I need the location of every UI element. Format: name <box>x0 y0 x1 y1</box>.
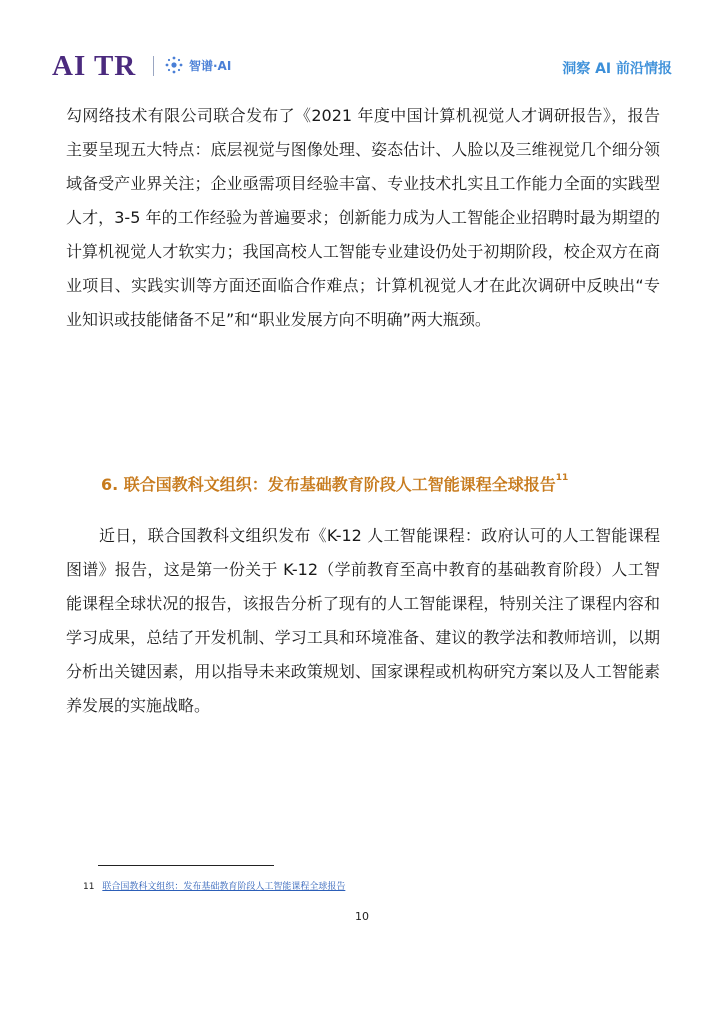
section-heading-text: 6. 联合国教科文组织：发布基础教育阶段人工智能课程全球报告 <box>101 475 556 494</box>
aitr-logo: AI TR <box>52 50 137 82</box>
zhipu-ai-label: 智谱·AI <box>189 58 232 73</box>
body-paragraph-2: 近日，联合国教科文组织发布《K-12 人工智能课程：政府认可的人工智能课程图谱》报告，这是第一份关于 K-12（学前教育至高中教育的基础教育阶段）人工智能课程全球状况的报告，该报告分析了现有的人工智能课程，特别关注了课程内容和学习成果，总结了开发机制、学习工具和环境准备、建议的教学法和教师培训，以期分析出关键因素，用以指导未来政策规划、国家课程或机构研究方案以及人工智能素养发展的实施战略。 <box>66 526 660 715</box>
body-paragraph-1: 勾网络技术有限公司联合发布了《2021 年度中国计算机视觉人才调研报告》，报告主要呈现五大特点：底层视觉与图像处理、姿态估计、人脸以及三维视觉几个细分领域备受产业界关注；企业亟需项目经验丰富、专业技术扎实且工作能力全面的实践型人才，3-5 年的工作经验为普遍要求；创新能力成为人工智能企业招聘时最为期望的计算机视觉人才软实力；我国高校人工智能专业建设仍处于初期阶段，校企双方在商业项目、实践实训等方面还面临合作难点；计算机视觉人才在此次调研中反映出“专业知识或技能储备不足”和“职业发展方向不明确”两大瓶颈。 <box>66 106 660 329</box>
header-tagline: 洞察 AI 前沿情报 <box>562 61 672 77</box>
section-heading <box>101 470 568 500</box>
page-number: 10 <box>355 910 369 923</box>
footnote-number: 11 <box>83 882 95 892</box>
section-footnote-ref[interactable]: 11 <box>555 473 569 483</box>
page-header <box>48 48 684 84</box>
footnote <box>83 880 345 894</box>
logo-divider <box>153 56 154 76</box>
zhipu-logo <box>164 55 231 75</box>
footnote-link[interactable]: 联合国教科文组织：发布基础教育阶段人工智能课程全球报告 <box>102 882 346 892</box>
footnote-divider <box>98 865 274 866</box>
zhipu-ai-icon <box>164 55 184 75</box>
